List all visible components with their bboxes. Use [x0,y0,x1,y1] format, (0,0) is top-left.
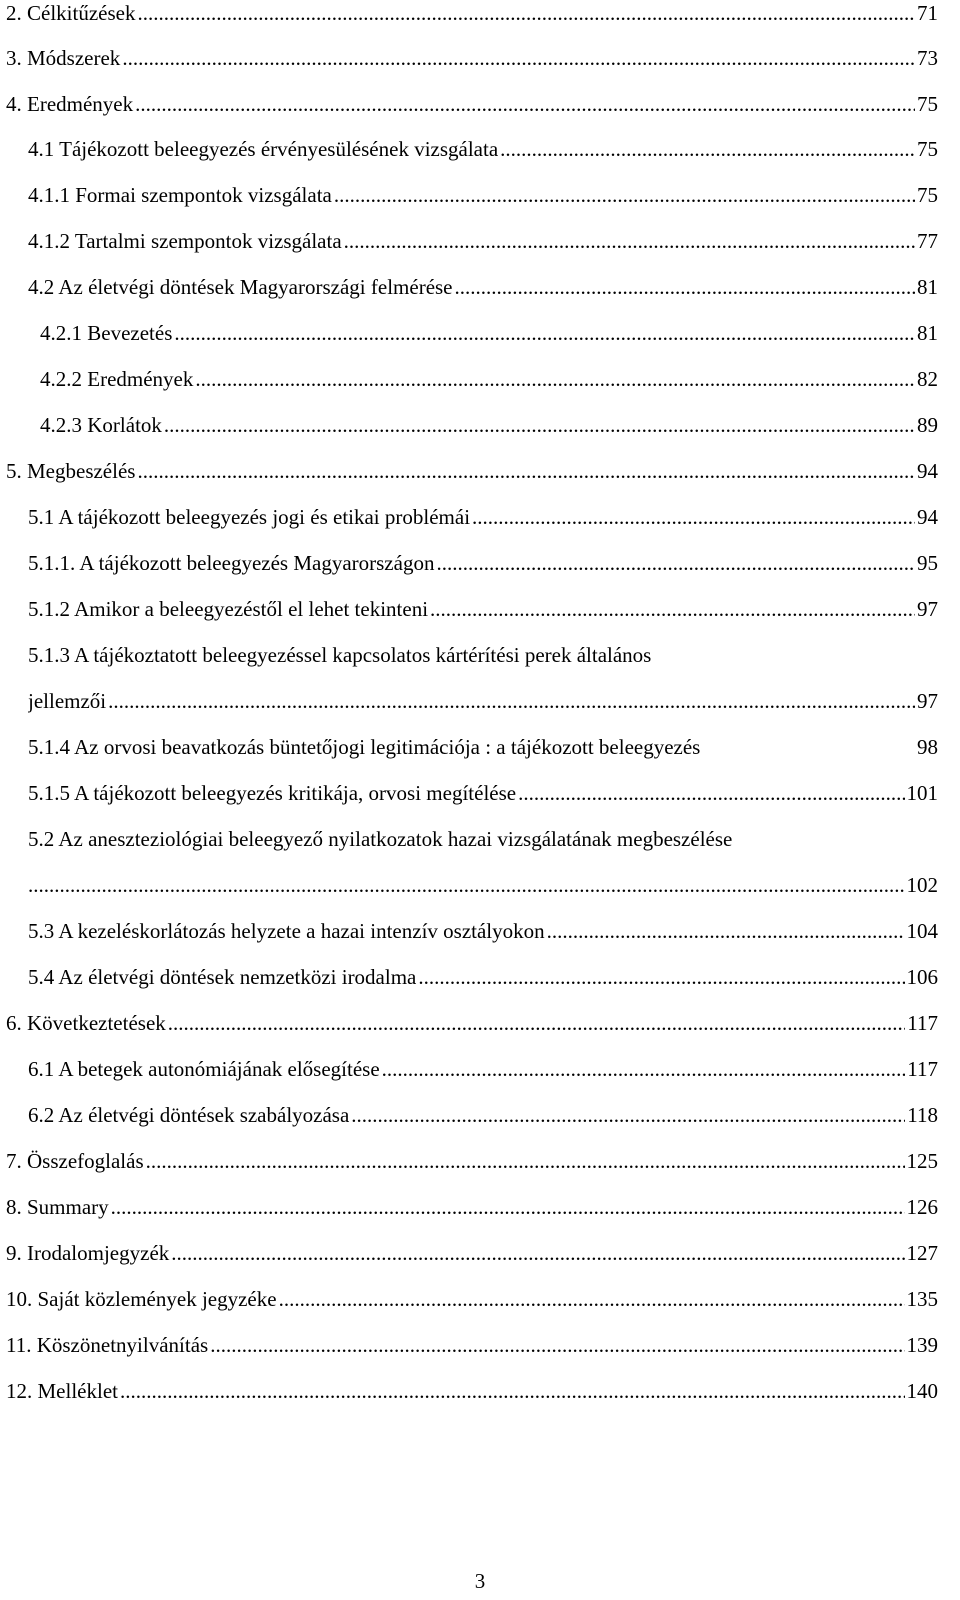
toc-entry-page: 89 [917,413,938,437]
toc-entry-title: 4. Eredmények [6,92,134,116]
toc-entry-page: 77 [917,229,938,253]
toc-entry-5-1-5[interactable] [28,778,938,808]
dot-leader [418,962,904,992]
toc-entry-title: 6. Következtetések [6,1011,166,1035]
toc-entry-title: 6.1 A betegek autonómiájának elősegítése [28,1057,380,1081]
toc-entry-title: 4.2.3 Korlátok [40,413,162,437]
toc-entry-4-1-2[interactable] [28,226,938,256]
toc-entry-page: 98 [917,735,938,759]
toc-entry-title: 6.2 Az életvégi döntések szabályozása [28,1103,350,1127]
dot-leader [28,870,905,900]
toc-entry-page: 75 [917,92,938,116]
dot-leader [111,1192,905,1222]
toc-entry-page: 127 [906,1241,938,1265]
toc-entry-page: 106 [906,965,938,989]
toc-entry-title: 2. Célkitűzések [6,1,136,25]
dot-leader [455,272,915,302]
toc-entry-5-1-4[interactable] [28,732,938,762]
dot-leader [122,43,915,73]
toc-entry-eredmenyek[interactable] [6,89,938,119]
toc-entry-5-2[interactable] [28,824,938,854]
toc-entry-page: 126 [906,1195,938,1219]
toc-entry-sajat-kozlemenyek[interactable] [6,1284,938,1314]
toc-entry-4-2[interactable] [28,272,938,302]
dot-leader [547,916,905,946]
dot-leader [500,134,915,164]
toc-entry-title: 4.2.1 Bevezetés [40,321,173,345]
toc-entry-page: 102 [906,873,938,897]
toc-entry-title: 5.1.4 Az orvosi beavatkozás büntetőjogi legitimációja : a tájékozott beleegyezés [28,735,701,759]
toc-entry-page: 117 [907,1011,938,1035]
toc-entry-5-3[interactable] [28,916,938,946]
toc-entry-summary[interactable] [6,1192,938,1222]
dot-leader [195,364,915,394]
dot-leader [168,1008,905,1038]
toc-entry-page: 97 [917,689,938,713]
dot-leader [344,226,915,256]
toc-entry-page: 71 [917,1,938,25]
toc-entry-title: 5.4 Az életvégi döntések nemzetközi irodalma [28,965,417,989]
dot-leader [334,180,915,210]
dot-leader [382,1054,906,1084]
toc-entry-title: 11. Köszönetnyilvánítás [6,1333,209,1357]
toc-entry-kovetkeztetesek[interactable] [6,1008,938,1038]
toc-entry-page: 118 [907,1103,938,1127]
dot-leader [518,778,904,808]
toc-entry-title: 5. Megbeszélés [6,459,136,483]
dot-leader [472,502,915,532]
dot-leader [351,1100,905,1130]
dot-leader [279,1284,905,1314]
toc-entry-title: 5.2 Az aneszteziológiai beleegyező nyilatkozatok hazai vizsgálatának megbeszélése [28,827,733,851]
toc-entry-page: 94 [917,505,938,529]
toc-entry-page: 81 [917,275,938,299]
toc-entry-page: 73 [917,46,938,70]
toc-entry-5-1[interactable] [28,502,938,532]
dot-leader [108,686,915,716]
toc-entry-title: 7. Összefoglalás [6,1149,144,1173]
toc-entry-celkituzesek[interactable] [6,0,938,28]
dot-leader [146,1146,905,1176]
toc-entry-title: 3. Módszerek [6,46,121,70]
toc-entry-4-2-3[interactable] [40,410,938,440]
toc-entry-osszefoglalas[interactable] [6,1146,938,1176]
toc-entry-page: 94 [917,459,938,483]
toc-entry-6-1[interactable] [28,1054,938,1084]
toc-entry-page: 75 [917,137,938,161]
toc-entry-page: 125 [906,1149,938,1173]
toc-entry-page: 101 [906,781,938,805]
toc-entry-irodalomjegyzek[interactable] [6,1238,938,1268]
toc-entry-title: 5.1 A tájékozott beleegyezés jogi és etikai problémái [28,505,471,529]
toc-entry-title: 8. Summary [6,1195,109,1219]
dot-leader [164,410,915,440]
toc-entry-4-1[interactable] [28,134,938,164]
dot-leader [135,89,915,119]
toc-entry-title: jellemzői [28,689,107,713]
toc-entry-megbeszeles[interactable] [6,456,938,486]
toc-entry-title: 10. Saját közlemények jegyzéke [6,1287,277,1311]
toc-entry-title: 4.2.2 Eredmények [40,367,194,391]
toc-entry-5-2-continued[interactable] [28,870,938,900]
toc-entry-5-4[interactable] [28,962,938,992]
toc-entry-4-2-1[interactable] [40,318,938,348]
toc-entry-page: 95 [917,551,938,575]
toc-entry-title: 4.1.1 Formai szempontok vizsgálata [28,183,332,207]
dot-leader [137,0,915,28]
dot-leader [210,1330,904,1360]
toc-entry-page: 81 [917,321,938,345]
toc-entry-page: 139 [906,1333,938,1357]
dot-leader [171,1238,904,1268]
toc-entry-5-1-1[interactable] [28,548,938,578]
toc-entry-5-1-3-continued[interactable] [28,686,938,716]
toc-entry-page: 135 [906,1287,938,1311]
toc-entry-melleklet[interactable] [6,1376,938,1406]
dot-leader [430,594,915,624]
toc-entry-koszonetnyilvanitas[interactable] [6,1330,938,1360]
dot-leader [436,548,915,578]
dot-leader [120,1376,905,1406]
toc-entry-title: 5.1.1. A tájékozott beleegyezés Magyarországon [28,551,435,575]
toc-entry-page: 117 [907,1057,938,1081]
toc-entry-page: 97 [917,597,938,621]
toc-entry-5-1-3[interactable] [28,640,938,670]
toc-entry-title: 4.1.2 Tartalmi szempontok vizsgálata [28,229,342,253]
toc-entry-title: 12. Melléklet [6,1379,118,1403]
toc-entry-modszerek[interactable] [6,43,938,73]
toc-entry-title: 4.1 Tájékozott beleegyezés érvényesülésének vizsgálata [28,137,499,161]
toc-entry-4-2-2[interactable] [40,364,938,394]
toc-entry-page: 140 [906,1379,938,1403]
dot-leader [137,456,915,486]
toc-entry-page: 104 [906,919,938,943]
toc-entry-title: 5.1.5 A tájékozott beleegyezés kritikája, orvosi megítélése [28,781,517,805]
toc-entry-page: 75 [917,183,938,207]
toc-entry-6-2[interactable] [28,1100,938,1130]
toc-entry-title: 4.2 Az életvégi döntések Magyarországi felmérése [28,275,453,299]
page-number: 3 [474,1569,486,1593]
toc-entry-5-1-2[interactable] [28,594,938,624]
toc-entry-title: 5.1.2 Amikor a beleegyezéstől el lehet tekinteni [28,597,429,621]
toc-entry-title: 9. Irodalomjegyzék [6,1241,170,1265]
toc-entry-title: 5.1.3 A tájékoztatott beleegyezéssel kapcsolatos kártérítési perek általános [28,643,652,667]
toc-entry-title: 5.3 A kezeléskorlátozás helyzete a hazai intenzív osztályokon [28,919,545,943]
toc-entry-page: 82 [917,367,938,391]
toc-entry-4-1-1[interactable] [28,180,938,210]
dot-leader [174,318,915,348]
